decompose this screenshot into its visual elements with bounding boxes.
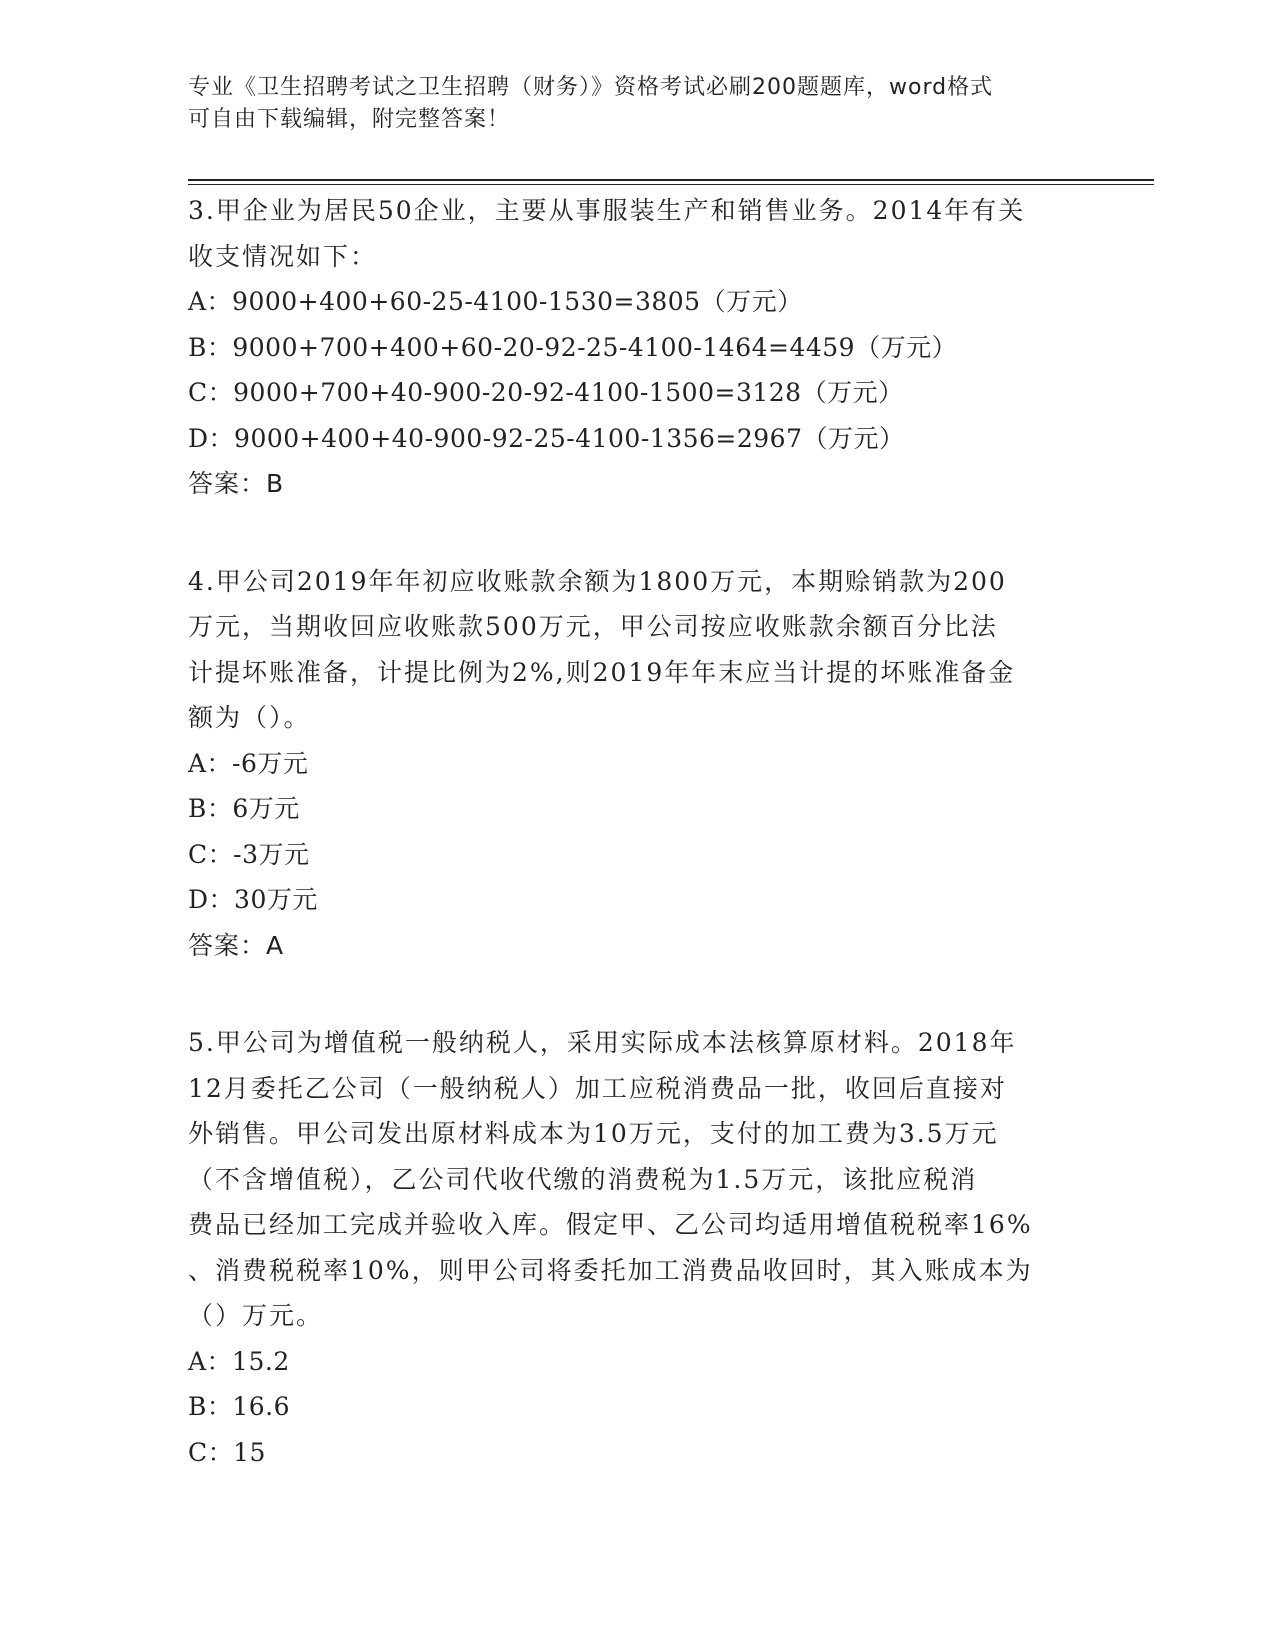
option-d: D：30万元	[188, 885, 318, 914]
question-5	[188, 1020, 1088, 1475]
option-c: C：-3万元	[188, 839, 310, 869]
header-divider-thick	[188, 179, 1154, 181]
question-stem-line: 3.甲企业为居民50企业，主要从事服装生产和销售业务。2014年有关	[188, 196, 1026, 225]
answer-label: 答案：B	[188, 469, 285, 498]
question-stem-line: 收支情况如下：	[188, 241, 378, 271]
question-stem-line: 计提坏账准备，计提比例为2%,则2019年年末应当计提的坏账准备金	[188, 657, 1016, 687]
option-b: B：9000+700+400+60-20-92-25-4100-1464=4459（万元）	[188, 332, 958, 362]
question-stem-line: 、消费税税率10%，则甲公司将委托加工消费品收回时，其入账成本为	[188, 1255, 1033, 1285]
question-list	[188, 188, 1088, 1527]
header-line: 专业《卫生招聘考试之卫生招聘（财务）》资格考试必刷200题题库，word格式	[188, 75, 994, 100]
question-stem-line: 费品已经加工完成并验收入库。假定甲、乙公司均适用增值税税率16%	[188, 1210, 1033, 1239]
question-3	[188, 188, 1088, 507]
question-stem-line: 5.甲公司为增值税一般纳税人，采用实际成本法核算原材料。2018年	[188, 1028, 1017, 1057]
answer-label: 答案：A	[188, 930, 285, 960]
question-stem-line: （不含增值税），乙公司代收代缴的消费税为1.5万元，该批应税消	[188, 1164, 978, 1194]
question-4	[188, 559, 1088, 969]
option-c: C：15	[188, 1437, 266, 1467]
question-stem-line: 万元，当期收回应收账款500万元，甲公司按应收账款余额百分比法	[188, 612, 998, 641]
header-divider-thin	[188, 184, 1154, 185]
option-a: A：9000+400+60-25-4100-1530=3805（万元）	[188, 287, 803, 316]
option-d: D：9000+400+40-900-92-25-4100-1356=2967（万元）	[188, 423, 905, 453]
option-c: C：9000+700+40-900-20-92-4100-1500=3128（万元）	[188, 378, 904, 407]
question-stem-line: 外销售。甲公司发出原材料成本为10万元，支付的加工费为3.5万元	[188, 1119, 999, 1148]
header-line: 可自由下载编辑，附完整答案！	[188, 107, 511, 132]
option-a: A：15.2	[188, 1346, 290, 1376]
question-stem-line: 4.甲公司2019年年初应收账款余额为1800万元，本期赊销款为200	[188, 566, 1007, 596]
question-stem-line: 12月委托乙公司（一般纳税人）加工应税消费品一批，收回后直接对	[188, 1073, 1007, 1103]
question-stem-line: （）万元。	[188, 1301, 324, 1330]
question-stem-line: 额为（）。	[188, 703, 311, 732]
option-b: B：6万元	[188, 794, 300, 823]
option-b: B：16.6	[188, 1392, 291, 1421]
document-header	[188, 72, 1068, 136]
option-a: A：-6万元	[188, 748, 309, 778]
